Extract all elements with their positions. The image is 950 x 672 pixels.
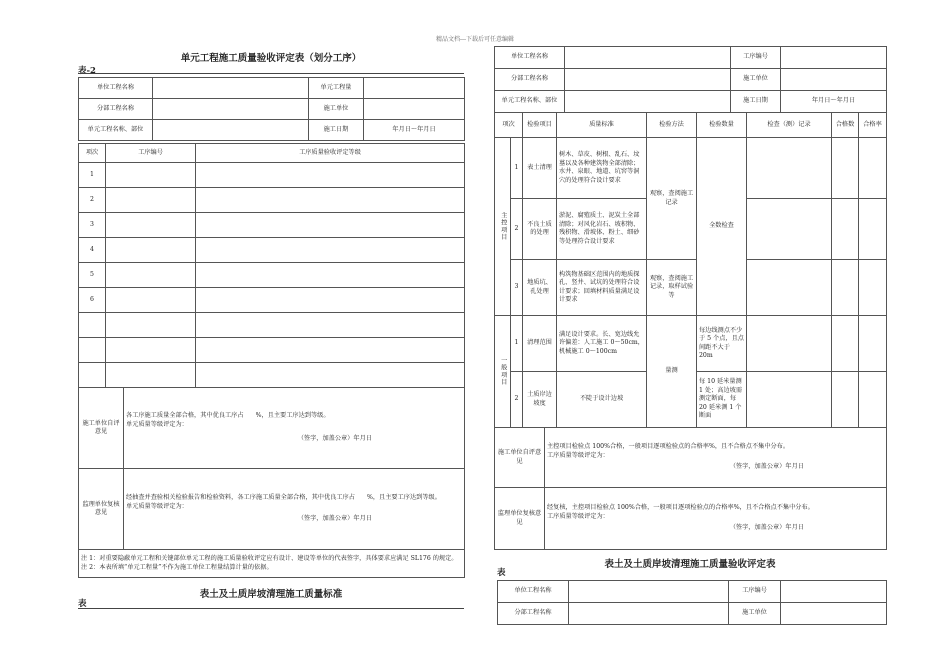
contractor-value[interactable] <box>781 603 887 625</box>
col-process-grade: 工序质量验收评定等级 <box>196 144 465 163</box>
col-pass-count: 合格数 <box>832 113 859 138</box>
self-eval-content[interactable] <box>545 428 887 488</box>
record-cell[interactable] <box>747 372 832 428</box>
pass-count-cell[interactable] <box>832 316 859 372</box>
pass-rate-cell[interactable] <box>859 138 887 199</box>
row-no: 2 <box>79 188 106 213</box>
unit-project-value[interactable] <box>153 78 309 99</box>
row-no: 5 <box>79 263 106 288</box>
grade-cell[interactable] <box>196 163 465 188</box>
row-no <box>79 338 106 363</box>
general-item-standard: 满足设计要求。长、宽边线允许偏差：人工施工 0～50cm，机械施工 0～100cm <box>557 316 647 372</box>
note-2: 注 2：本表所填“单元工程量”不作为施工单位工程量结算计量的依据。 <box>81 563 273 571</box>
division-label: 分部工程名称 <box>495 69 565 91</box>
col-method: 检验方法 <box>647 113 697 138</box>
left-info-table <box>78 77 465 141</box>
supervisor-line2: 单元质量等级评定为： <box>126 502 188 510</box>
record-cell[interactable] <box>747 199 832 260</box>
process-cell[interactable] <box>106 188 196 213</box>
record-cell[interactable] <box>747 316 832 372</box>
general-item-name: 土质岸边坡度 <box>523 372 557 428</box>
row-no <box>79 363 106 388</box>
unit-project-label: 单位工程名称 <box>498 581 569 603</box>
division-value[interactable] <box>569 603 729 625</box>
left-bottom-title: 表土及土质岸坡清理施工质量标准 <box>199 589 343 600</box>
unit-project-label: 单位工程名称 <box>79 78 153 99</box>
supervisor-label: 监理单位复核意见 <box>495 488 545 550</box>
right-bottom-info-table <box>497 580 887 625</box>
row-no <box>79 313 106 338</box>
supervisor-line1: 经抽查并查验相关检验报告和检验资料，各工序施工质量全部合格，其中优良工序占 <box>126 494 355 502</box>
left-table-label: 表-2 <box>78 66 96 76</box>
grade-cell[interactable] <box>196 363 465 388</box>
row-no: 3 <box>79 213 106 238</box>
process-cell[interactable] <box>106 313 196 338</box>
self-eval-sign: （签字，加盖公章）年月日 <box>729 463 804 471</box>
division-value[interactable] <box>153 99 309 120</box>
pass-count-cell[interactable] <box>832 372 859 428</box>
record-cell[interactable] <box>747 138 832 199</box>
right-bottom-title: 表土及土质岸坡清理施工质量验收评定表 <box>604 559 776 570</box>
main-item-no: 1 <box>511 138 523 199</box>
grade-cell[interactable] <box>196 338 465 363</box>
grade-cell[interactable] <box>196 213 465 238</box>
contractor-label: 施工单位 <box>309 99 364 120</box>
process-no-label: 工序编号 <box>729 581 781 603</box>
left-bottom-rule <box>78 608 464 609</box>
process-cell[interactable] <box>106 338 196 363</box>
left-title: 单元工程施工质量验收评定表（划分工序） <box>180 53 362 64</box>
pass-rate-cell[interactable] <box>859 260 887 316</box>
element-value[interactable] <box>565 91 731 113</box>
unit-quantity-value[interactable] <box>364 78 465 99</box>
division-label: 分部工程名称 <box>79 99 153 120</box>
general-method: 量测 <box>647 316 697 428</box>
pass-count-cell[interactable] <box>832 260 859 316</box>
self-eval-label: 施工单位自评意见 <box>495 428 545 488</box>
unit-project-value[interactable] <box>565 47 731 69</box>
self-eval-content[interactable] <box>124 388 465 469</box>
self-eval-line1: 各工序施工质量全部合格，其中优良工序占 <box>126 412 244 420</box>
process-cell[interactable] <box>106 163 196 188</box>
contractor-value[interactable] <box>364 99 465 120</box>
right-bottom-label: 表 <box>497 568 506 578</box>
general-item-quantity: 每 10 延米量测 1 处；高边坡需测定断面，每 20 延米测 1 个断面 <box>697 372 747 428</box>
supervisor-line2: 工序质量等级评定为： <box>547 512 609 520</box>
process-no-value[interactable] <box>781 47 887 69</box>
date-label: 施工日期 <box>731 91 781 113</box>
self-eval-line1: 主控项目检验点 100%合格，一般项目逐项检验点的合格率%，且不合格点不集中分布。 <box>547 443 790 451</box>
main-item-name: 地质坑、孔处理 <box>523 260 557 316</box>
general-item-no: 2 <box>511 372 523 428</box>
supervisor-sign: （签字，加盖公章）年月日 <box>297 515 372 523</box>
supervisor-line1: 经复核，主控项目检验点 100%合格，一般项目逐项检验点的合格率%，且不合格点不集中分布。 <box>547 504 814 512</box>
main-item-name: 表土清理 <box>523 138 557 199</box>
process-no-label: 工序编号 <box>731 47 781 69</box>
pass-rate-cell[interactable] <box>859 199 887 260</box>
date-value: 年月日～年月日 <box>781 91 887 113</box>
col-pass-rate: 合格率 <box>859 113 887 138</box>
date-label: 施工日期 <box>309 120 364 141</box>
left-bottom-label: 表 <box>78 599 87 609</box>
pass-rate-cell[interactable] <box>859 372 887 428</box>
row-no: 6 <box>79 288 106 313</box>
col-record: 检查（测）记录 <box>747 113 832 138</box>
main-item-no: 3 <box>511 260 523 316</box>
left-title-rule <box>78 73 464 74</box>
col-item: 检验项目 <box>523 113 557 138</box>
supervisor-content[interactable] <box>124 469 465 550</box>
process-cell[interactable] <box>106 213 196 238</box>
unit-quantity-label: 单元工程量 <box>309 78 364 99</box>
supervisor-label: 监理单位复核意见 <box>79 469 124 550</box>
row-no: 4 <box>79 238 106 263</box>
pass-count-cell[interactable] <box>832 199 859 260</box>
self-eval-label: 施工单位自评意见 <box>79 388 124 469</box>
main-quantity: 全数检查 <box>697 138 747 316</box>
pass-rate-cell[interactable] <box>859 316 887 372</box>
col-process-no: 工序编号 <box>106 144 196 163</box>
unit-project-value[interactable] <box>569 581 729 603</box>
left-process-table <box>78 143 465 388</box>
col-no: 项次 <box>79 144 106 163</box>
col-no: 项次 <box>495 113 523 138</box>
grade-cell[interactable] <box>196 288 465 313</box>
contractor-label: 施工单位 <box>731 69 781 91</box>
process-cell[interactable] <box>106 238 196 263</box>
element-label: 单元工程名称、部位 <box>79 120 153 141</box>
self-eval-line2: 单元质量等级评定为： <box>126 420 188 428</box>
division-label: 分部工程名称 <box>498 603 569 625</box>
process-cell[interactable] <box>106 363 196 388</box>
col-quantity: 检验数量 <box>697 113 747 138</box>
page-header: 精品文档---下载后可任意编辑 <box>435 36 515 43</box>
right-info-table <box>494 46 887 113</box>
process-cell[interactable] <box>106 263 196 288</box>
element-value[interactable] <box>153 120 309 141</box>
division-value[interactable] <box>565 69 731 91</box>
grade-cell[interactable] <box>196 313 465 338</box>
supervisor-sign: （签字，加盖公章）年月日 <box>729 524 804 532</box>
general-item-name: 清理范围 <box>523 316 557 372</box>
contractor-value[interactable] <box>781 69 887 91</box>
general-item-quantity: 每边线测点不少于 5 个点，且点间距不大于 20m <box>697 316 747 372</box>
main-item-standard: 淤泥、腐殖质土、泥炭土全部清除；对风化岩石、坡积物、残积物、滑坡体、粉土、细砂等处理符合设计要求 <box>557 199 647 260</box>
row-no: 1 <box>79 163 106 188</box>
main-item-standard: 树木、草皮、树根、乱石、坟墓以及各种建筑物全部清除；水井、泉眼、地道、坑窖等洞穴的处理符合设计要求 <box>557 138 647 199</box>
date-value: 年月日～年月日 <box>364 120 465 141</box>
process-cell[interactable] <box>106 288 196 313</box>
col-standard: 质量标准 <box>557 113 647 138</box>
general-item-no: 1 <box>511 316 523 372</box>
pass-count-cell[interactable] <box>832 138 859 199</box>
notes-cell <box>79 550 465 578</box>
unit-project-label: 单位工程名称 <box>495 47 565 69</box>
main-item-standard: 构筑物基础区范围内的地质探孔、竖井、试坑的处理符合设计要求；回填材料质量满足设计要求 <box>557 260 647 316</box>
process-no-value[interactable] <box>781 581 887 603</box>
right-opinion-table <box>494 427 887 550</box>
main-method-2: 观察，查阅施工记录，取样试验等 <box>647 260 697 316</box>
main-item-name: 不良土质的处理 <box>523 199 557 260</box>
element-label: 单元工程名称、部位 <box>495 91 565 113</box>
grade-cell[interactable] <box>196 238 465 263</box>
supervisor-line1b: %，且主要工序达到等级。 <box>366 494 441 502</box>
self-eval-line2: 工序质量等级评定为： <box>547 451 609 459</box>
main-method-1: 观察，查阅施工记录 <box>647 138 697 260</box>
general-item-standard: 不陡于设计边坡 <box>557 372 647 428</box>
record-cell[interactable] <box>747 260 832 316</box>
general-items-label: 一般项目 <box>495 316 511 428</box>
contractor-label: 施工单位 <box>729 603 781 625</box>
grade-cell[interactable] <box>196 263 465 288</box>
grade-cell[interactable] <box>196 188 465 213</box>
note-1: 注 1：对重要隐蔽单元工程和关键部位单元工程的施工质量验收评定应有设计、建设等单位的代表签字，具体要求应满足 SL176 的规定。 <box>81 555 458 562</box>
self-eval-sign: （签字，加盖公章）年月日 <box>297 435 372 443</box>
supervisor-content[interactable] <box>545 488 887 550</box>
right-inspection-table <box>494 112 887 428</box>
self-eval-line1b: %，且主要工序达到等级。 <box>255 412 330 420</box>
left-opinion-table <box>78 387 465 578</box>
main-items-label: 主控项目 <box>495 138 511 316</box>
main-item-no: 2 <box>511 199 523 260</box>
